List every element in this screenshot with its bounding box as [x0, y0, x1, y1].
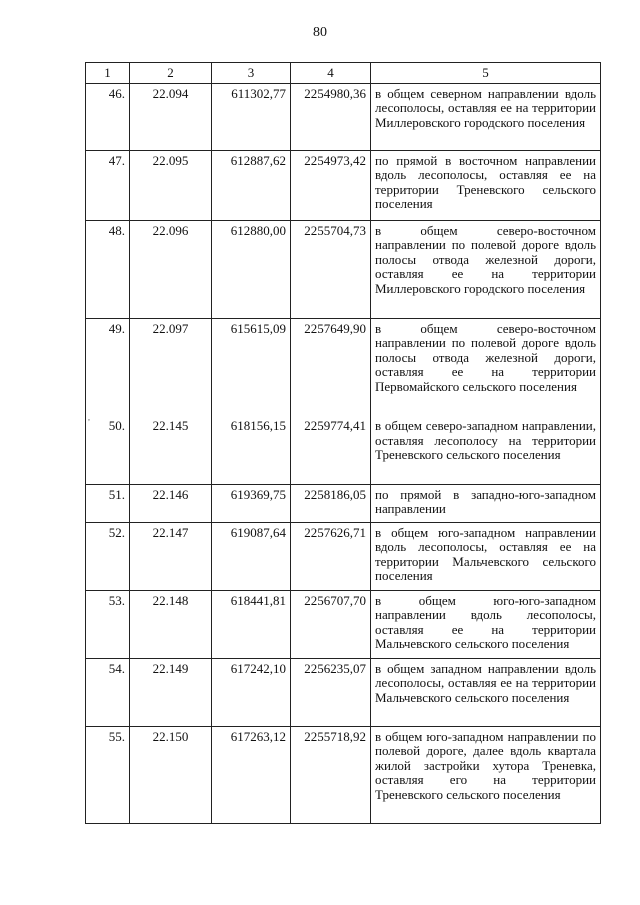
row-number: 46.: [86, 83, 130, 150]
route-description: в общем северо-восточном направлении по полевой дороге вдоль полосы отвода железной дороги, оставляя ее на территории Первомайского сельского поселения: [371, 318, 601, 416]
y-coordinate: 2255704,73: [291, 220, 371, 318]
point-code: 22.097: [130, 318, 212, 416]
x-coordinate: 612880,00: [212, 220, 291, 318]
x-coordinate: 619369,75: [212, 484, 291, 522]
route-description: в общем северном направлении вдоль лесополосы, оставляя ее на территории Миллеровского городского поселения: [371, 83, 601, 150]
route-description: в общем юго-юго-западном направлении вдоль лесополосы, оставляя ее на территории Мальчевского сельского поселения: [371, 590, 601, 658]
row-number: 53.: [86, 590, 130, 658]
point-code: 22.145: [130, 416, 212, 484]
point-code: 22.096: [130, 220, 212, 318]
y-coordinate: 2254973,42: [291, 150, 371, 220]
table-row: [86, 522, 601, 590]
header-col-1: 1: [86, 63, 130, 84]
scan-mark: ,: [88, 413, 90, 422]
row-number: 55.: [86, 726, 130, 823]
point-code: 22.148: [130, 590, 212, 658]
row-number: 50.: [86, 416, 130, 484]
y-coordinate: 2257649,90: [291, 318, 371, 416]
x-coordinate: 618156,15: [212, 416, 291, 484]
table-header-row: [86, 63, 601, 84]
header-col-5: 5: [371, 63, 601, 84]
row-number: 52.: [86, 522, 130, 590]
table-row: [86, 484, 601, 522]
y-coordinate: 2258186,05: [291, 484, 371, 522]
x-coordinate: 618441,81: [212, 590, 291, 658]
route-description: в общем западном направлении вдоль лесополосы, оставляя ее на территории Мальчевского сельского поселения: [371, 658, 601, 726]
route-description: по прямой в западно-юго-западном направлении: [371, 484, 601, 522]
table-row: [86, 83, 601, 150]
y-coordinate: 2256707,70: [291, 590, 371, 658]
table-row: [86, 590, 601, 658]
header-col-4: 4: [291, 63, 371, 84]
route-description: в общем юго-западном направлении по полевой дороге, далее вдоль квартала жилой застройки хутора Треневка, оставляя его на территории Треневского сельского поселения: [371, 726, 601, 823]
boundary-points-table: [85, 62, 601, 824]
row-number: 49.: [86, 318, 130, 416]
point-code: 22.147: [130, 522, 212, 590]
point-code: 22.095: [130, 150, 212, 220]
row-number: 48.: [86, 220, 130, 318]
route-description: в общем юго-западном направлении вдоль лесополосы, оставляя ее на территории Мальчевского сельского поселения: [371, 522, 601, 590]
row-number: 51.: [86, 484, 130, 522]
point-code: 22.150: [130, 726, 212, 823]
y-coordinate: 2254980,36: [291, 83, 371, 150]
table-row: [86, 726, 601, 823]
x-coordinate: 617263,12: [212, 726, 291, 823]
x-coordinate: 615615,09: [212, 318, 291, 416]
page-number: 80: [313, 25, 327, 40]
table-row: [86, 318, 601, 416]
route-description: в общем северо-западном направлении, оставляя лесополосу на территории Треневского сельского поселения: [371, 416, 601, 484]
point-code: 22.146: [130, 484, 212, 522]
row-number: 54.: [86, 658, 130, 726]
header-col-3: 3: [212, 63, 291, 84]
x-coordinate: 617242,10: [212, 658, 291, 726]
table-row: [86, 658, 601, 726]
x-coordinate: 611302,77: [212, 83, 291, 150]
point-code: 22.149: [130, 658, 212, 726]
table-row: [86, 220, 601, 318]
y-coordinate: 2256235,07: [291, 658, 371, 726]
table-row: [86, 416, 601, 484]
route-description: по прямой в восточном направлении вдоль лесополосы, оставляя ее на территории Треневского сельского поселения: [371, 150, 601, 220]
y-coordinate: 2259774,41: [291, 416, 371, 484]
x-coordinate: 619087,64: [212, 522, 291, 590]
header-col-2: 2: [130, 63, 212, 84]
table-row: [86, 150, 601, 220]
row-number: 47.: [86, 150, 130, 220]
point-code: 22.094: [130, 83, 212, 150]
y-coordinate: 2255718,92: [291, 726, 371, 823]
route-description: в общем северо-восточном направлении по полевой дороге вдоль полосы отвода железной дороги, оставляя ее на территории Миллеровского городского поселения: [371, 220, 601, 318]
x-coordinate: 612887,62: [212, 150, 291, 220]
y-coordinate: 2257626,71: [291, 522, 371, 590]
